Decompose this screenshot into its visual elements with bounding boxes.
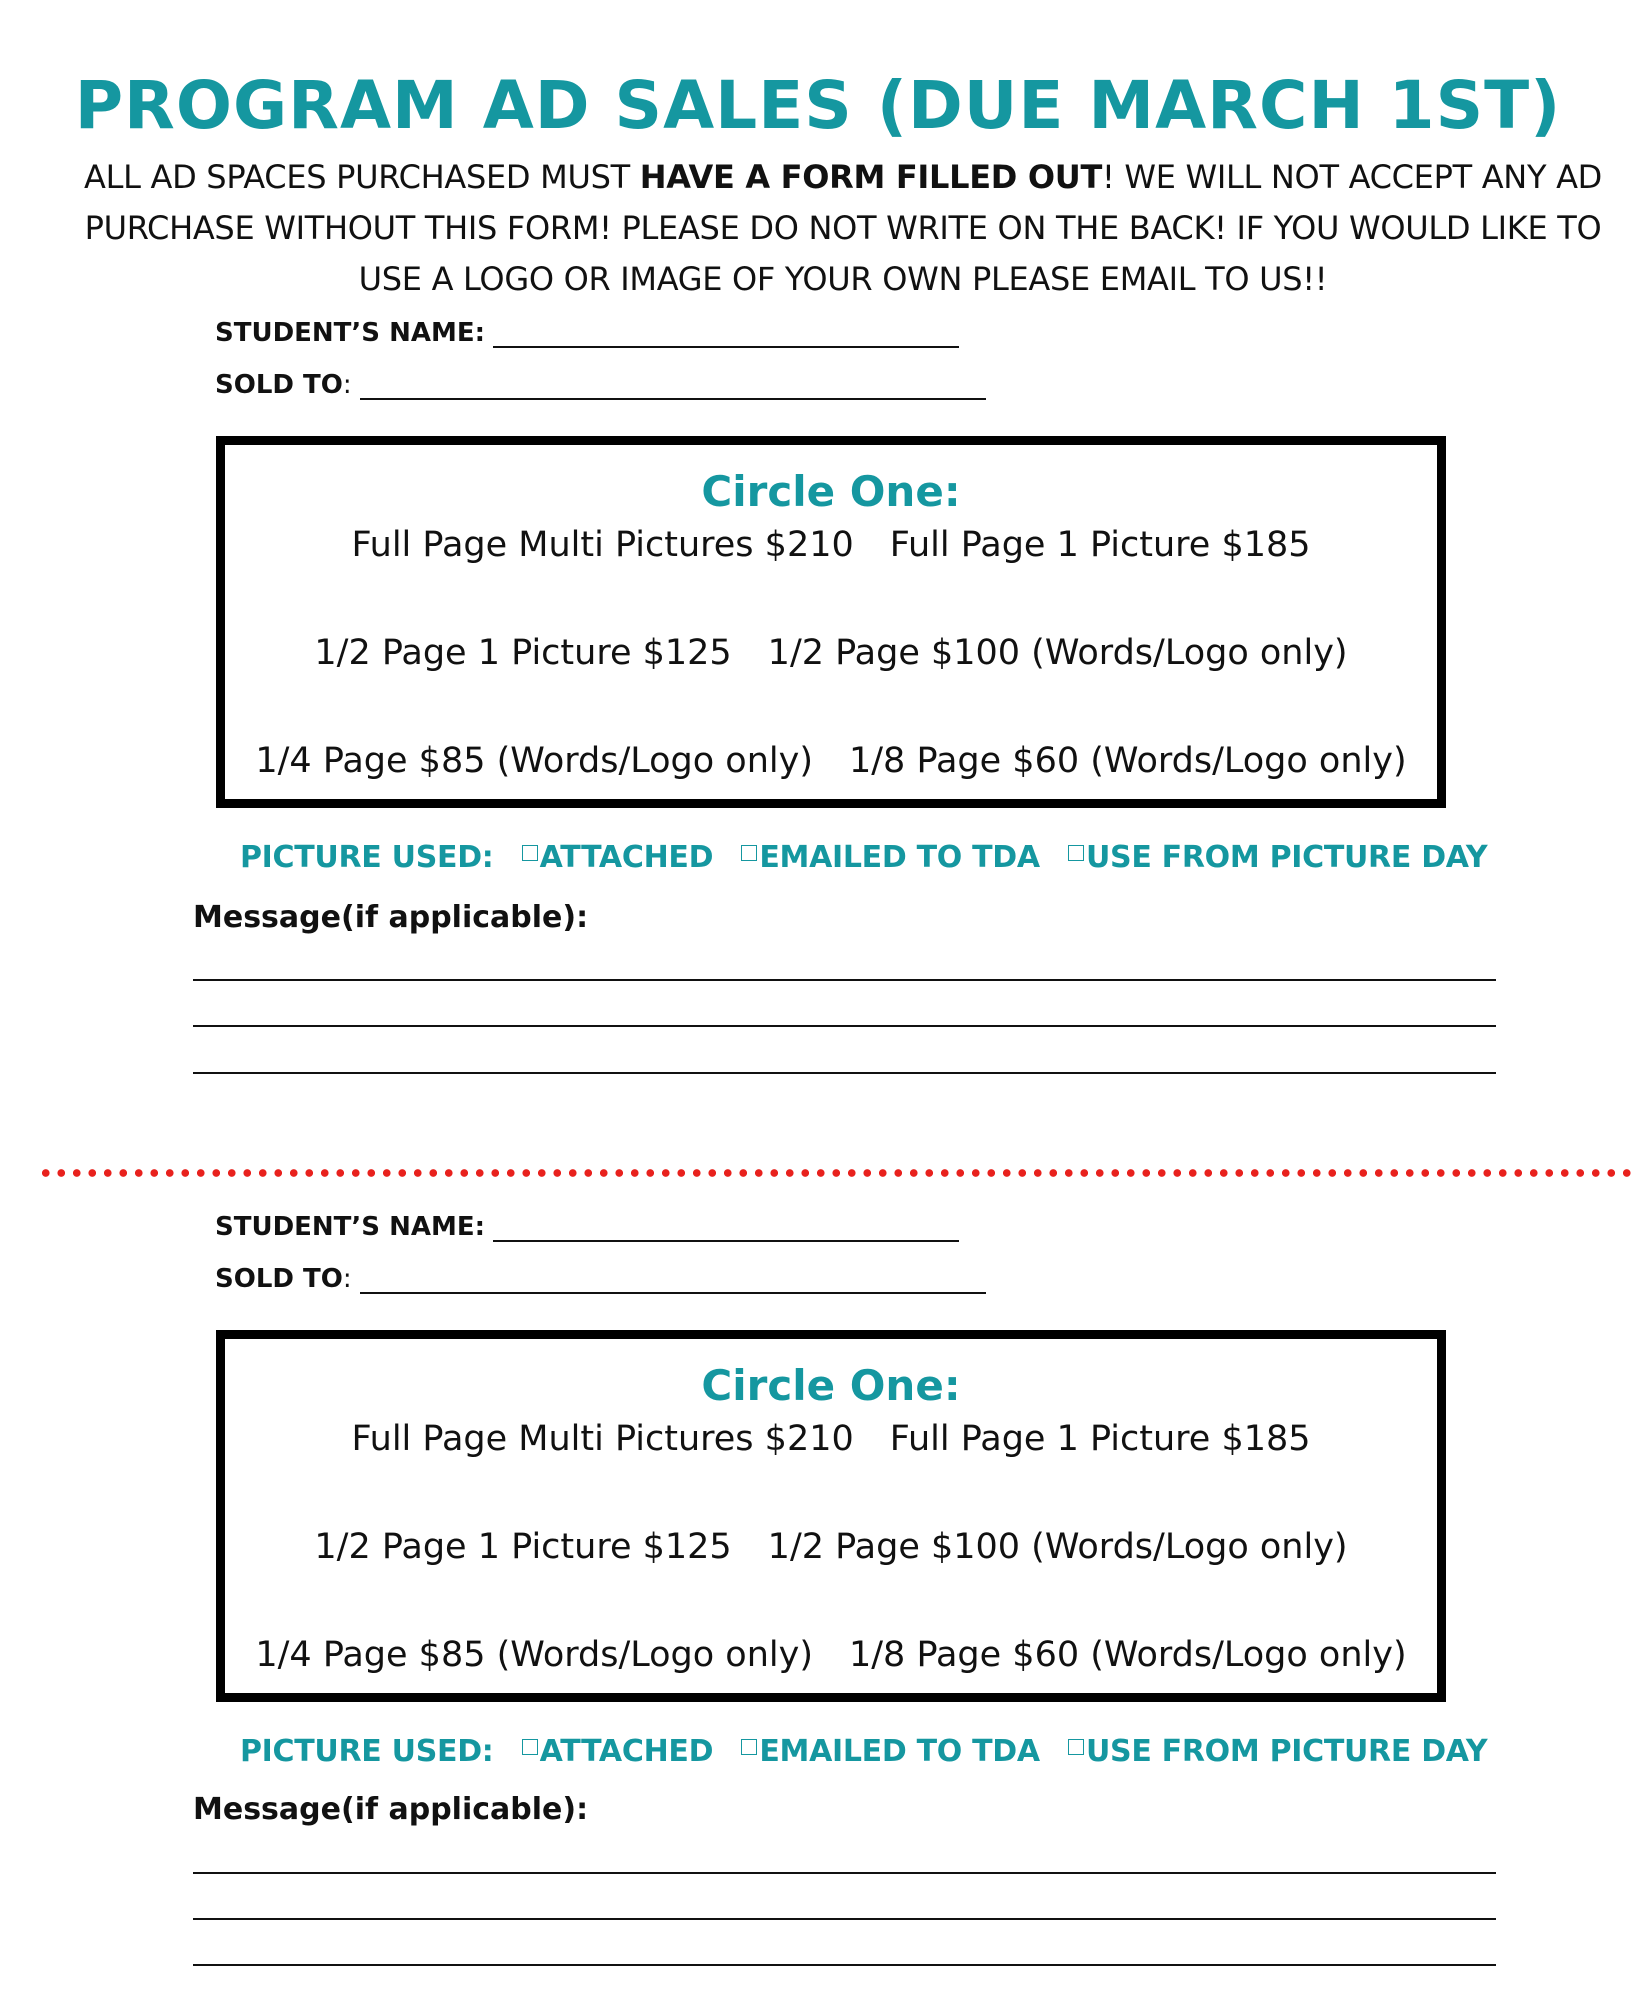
message-line[interactable]: [193, 1964, 1496, 1966]
picture-used-row: [240, 1734, 1488, 1769]
ad-size-options-box: [216, 436, 1446, 808]
intro-paragraph: [50, 152, 1636, 305]
picture-option-attached[interactable]: ATTACHED: [522, 840, 714, 875]
options-row: [225, 1525, 1437, 1569]
option-full-page-multi[interactable]: Full Page Multi Pictures $210: [351, 1419, 854, 1459]
sold-to-colon: :: [342, 1264, 352, 1294]
picture-used-label: PICTURE USED:: [240, 1734, 494, 1769]
sold-to-colon: :: [342, 370, 352, 400]
picture-option-emailed[interactable]: EMAILED TO TDA: [741, 840, 1039, 875]
options-row: [225, 739, 1437, 783]
message-label: Message(if applicable):: [193, 900, 589, 935]
picture-used-row: [240, 840, 1488, 875]
options-row: [225, 631, 1437, 675]
options-row: [225, 1417, 1437, 1461]
checkbox-icon[interactable]: [522, 1739, 538, 1755]
message-line[interactable]: [193, 979, 1496, 981]
option-eighth-page[interactable]: 1/8 Page $60 (Words/Logo only): [849, 1635, 1407, 1675]
option-half-page-picture[interactable]: 1/2 Page 1 Picture $125: [314, 1527, 732, 1567]
options-row: [225, 523, 1437, 567]
options-row: [225, 1633, 1437, 1677]
intro-text-start: ALL AD SPACES PURCHASED MUST: [83, 158, 640, 196]
circle-one-heading: Circle One:: [701, 467, 961, 516]
student-name-label: STUDENT’S NAME:: [215, 1212, 485, 1242]
student-name-label: STUDENT’S NAME:: [215, 318, 485, 348]
option-quarter-page[interactable]: 1/4 Page $85 (Words/Logo only): [255, 1635, 813, 1675]
student-name-field: [215, 1212, 959, 1242]
intro-text-bold: HAVE A FORM FILLED OUT: [639, 158, 1102, 196]
option-full-page-multi[interactable]: Full Page Multi Pictures $210: [351, 525, 854, 565]
ad-size-options-box: [216, 1330, 1446, 1702]
option-half-page-words[interactable]: 1/2 Page $100 (Words/Logo only): [767, 1527, 1348, 1567]
picture-used-label: PICTURE USED:: [240, 840, 494, 875]
message-line[interactable]: [193, 1072, 1496, 1074]
option-half-page-picture[interactable]: 1/2 Page 1 Picture $125: [314, 633, 732, 673]
option-half-page-words[interactable]: 1/2 Page $100 (Words/Logo only): [767, 633, 1348, 673]
student-name-input-line[interactable]: [493, 320, 959, 348]
picture-option-picture-day[interactable]: USE FROM PICTURE DAY: [1068, 1734, 1487, 1769]
picture-option-attached[interactable]: ATTACHED: [522, 1734, 714, 1769]
sold-to-label: SOLD TO: [215, 1264, 343, 1294]
option-eighth-page[interactable]: 1/8 Page $60 (Words/Logo only): [849, 741, 1407, 781]
sold-to-field: [215, 1264, 986, 1294]
checkbox-icon[interactable]: [741, 1739, 757, 1755]
picture-option-emailed[interactable]: EMAILED TO TDA: [741, 1734, 1039, 1769]
intro-text-end: ! WE WILL NOT ACCEPT ANY AD PURCHASE WITHOUT THIS FORM! PLEASE DO NOT WRITE ON THE BACK! IF YOU WOULD LIKE TO USE A LOGO OR IMAGE OF YOUR OWN PLEASE EMAIL TO US!!: [84, 158, 1602, 298]
cut-line-divider: [38, 1168, 1636, 1178]
checkbox-icon[interactable]: [1068, 1739, 1084, 1755]
message-line[interactable]: [193, 1918, 1496, 1920]
sold-to-field: [215, 370, 986, 400]
student-name-field: [215, 318, 959, 348]
message-line[interactable]: [193, 1025, 1496, 1027]
message-line[interactable]: [193, 1872, 1496, 1874]
sold-to-label: SOLD TO: [215, 370, 343, 400]
option-full-page-one[interactable]: Full Page 1 Picture $185: [889, 525, 1311, 565]
checkbox-icon[interactable]: [1068, 845, 1084, 861]
student-name-input-line[interactable]: [493, 1214, 959, 1242]
sold-to-input-line[interactable]: [360, 372, 986, 400]
option-full-page-one[interactable]: Full Page 1 Picture $185: [889, 1419, 1311, 1459]
checkbox-icon[interactable]: [741, 845, 757, 861]
circle-one-heading: Circle One:: [701, 1361, 961, 1410]
checkbox-icon[interactable]: [522, 845, 538, 861]
option-quarter-page[interactable]: 1/4 Page $85 (Words/Logo only): [255, 741, 813, 781]
page-title: PROGRAM AD SALES (DUE MARCH 1ST): [74, 67, 1562, 144]
sold-to-input-line[interactable]: [360, 1266, 986, 1294]
picture-option-picture-day[interactable]: USE FROM PICTURE DAY: [1068, 840, 1487, 875]
message-label: Message(if applicable):: [193, 1792, 589, 1827]
